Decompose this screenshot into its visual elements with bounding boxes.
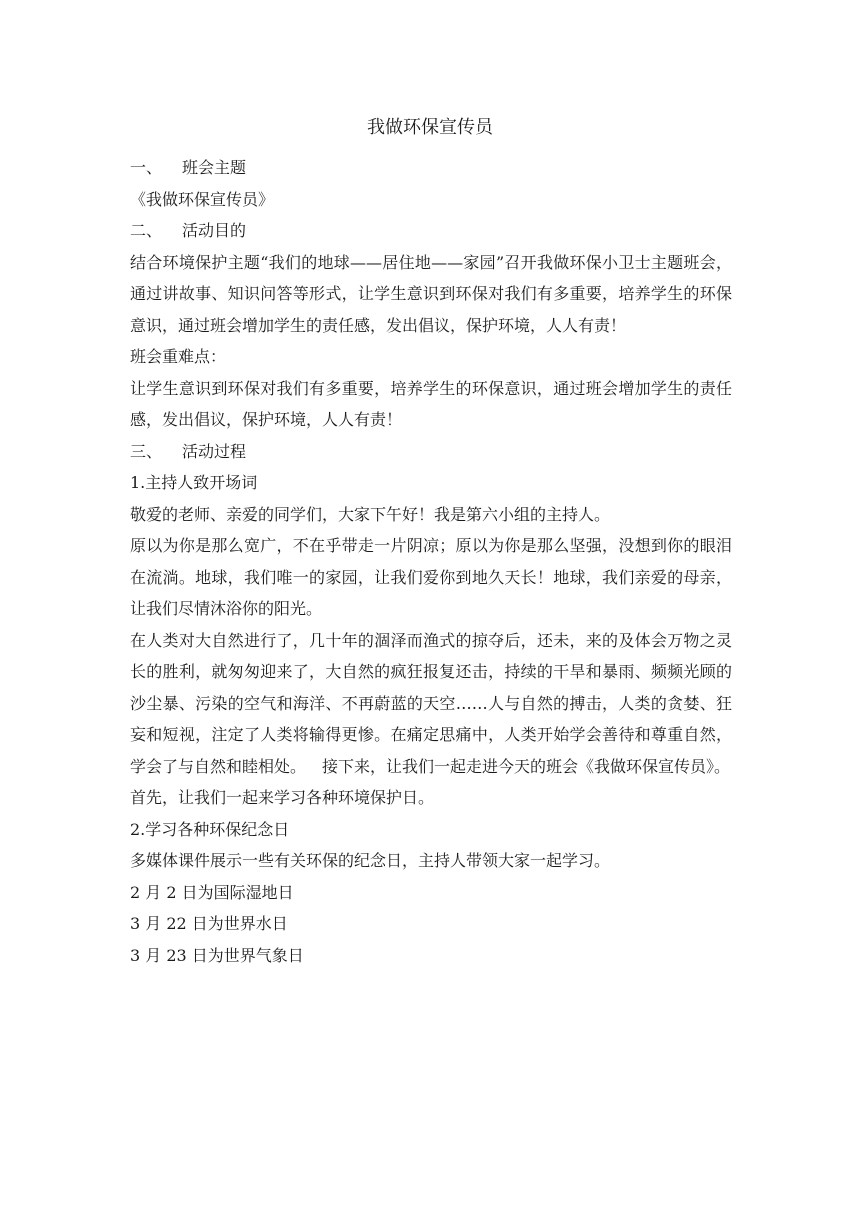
subheading: 班会重难点： [130,347,227,366]
paragraph: 《我做环保宣传员》 [130,189,275,209]
section-number: 二、 [130,221,163,240]
document-body [130,152,732,971]
paragraph: 首先，让我们一起来学习各种环境保护日。 [130,788,435,807]
paragraph: 结合环境保护主题“我们的地球——居住地——家园”召开我做环保小卫士主题班会，通过讲故事、知识问答等形式，让学生意识到环保对我们有多重要，培养学生的环保意识，通过班会增加学生的责任感，发出倡议，保护环境，人人有责！ [130,252,732,335]
section-label: 班会主题 [182,158,247,177]
section-number: 一、 [130,158,163,177]
date-item: 3 月 23 日为世界气象日 [130,945,304,965]
section-label: 活动目的 [182,221,247,240]
section-label: 活动过程 [182,441,247,461]
document-title: 我做环保宣传员 [367,117,493,138]
section-heading-3 [130,436,732,468]
paragraph: 让学生意识到环保对我们有多重要，培养学生的环保意识，通过班会增加学生的责任感，发出倡议，保护环境，人人有责！ [130,378,732,429]
paragraph-part: 在人类对大自然进行了，几十年的涸泽而渔式的掠夺后，还未，来的及体会万物之灵长的胜利，就匆匆迎来了，大自然的疯狂报复还击，持续的干旱和暴雨、频频光顾的沙尘暴、污染的空气和海洋、不再蔚蓝的天空……人与自然的搏击，人类的贪婪、狂妄和短视，注定了人类将输得更惨。在痛定思痛中，人类开始学会善待和尊重自然，学会了与自然和睦相处。 [130,630,732,776]
paragraph: 敬爱的老师、亲爱的同学们，大家下午好！我是第六小组的主持人。 [130,504,611,524]
paragraph: 多媒体课件展示一些有关环保的纪念日，主持人带领大家一起学习。 [130,851,611,870]
section-heading-2 [130,215,732,247]
step-title: 1.主持人致开场词 [130,473,258,492]
step-title: 2.学习各种环保纪念日 [130,819,290,839]
date-item: 3 月 22 日为世界水日 [130,914,288,933]
date-item: 2 月 2 日为国际湿地日 [130,882,294,902]
paragraph [130,625,732,783]
paragraph: 原以为你是那么宽广，不在乎带走一片阴凉；原以为你是那么坚强，没想到你的眼泪在流淌。地球，我们唯一的家园，让我们爱你到地久天长！地球，我们亲爱的母亲，让我们尽情沐浴你的阳光。 [130,536,732,618]
section-heading-1 [130,152,732,184]
section-number: 三、 [130,441,163,461]
paragraph-part: 接下来，让我们一起走进今天的班会《我做环保宣传员》。 [322,756,731,776]
